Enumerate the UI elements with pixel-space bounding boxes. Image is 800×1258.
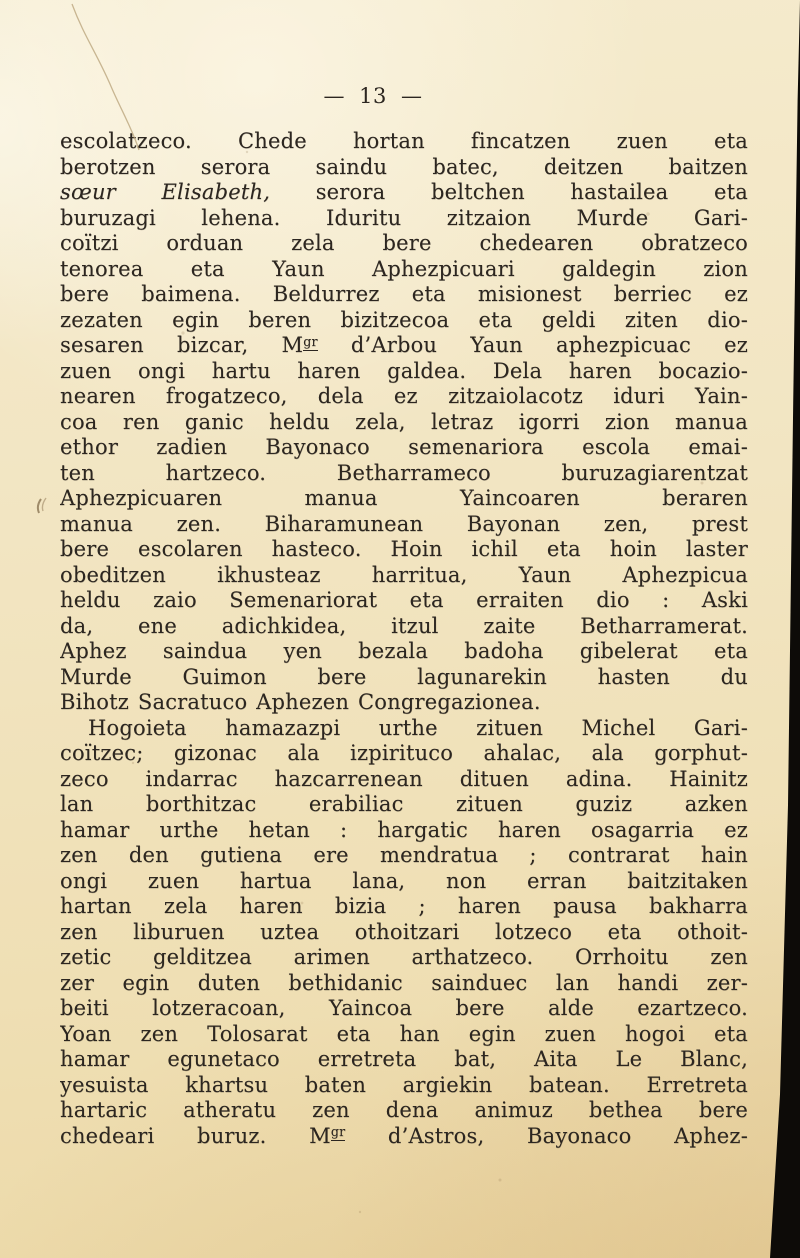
text-line: zuen ongi hartu haren galdea. Dela haren bocazio-: [60, 358, 748, 383]
superscript-abbreviation: gr: [330, 1124, 346, 1140]
text-line: ten hartzeco. Betharrameco buruzagiarentzat: [60, 460, 748, 485]
text-line: tenorea eta Yaun Aphezpicuari galdegin zion: [60, 256, 748, 281]
superscript-abbreviation: gr: [303, 333, 318, 349]
text-line: zetic gelditzea arimen arthatzeco. Orrhoitu zen: [60, 945, 748, 969]
text-line: Murde Guimon bere lagunarekin hasten du: [60, 664, 748, 689]
text-line: Aphez saindua yen bezala badoha gibelerat eta: [60, 639, 748, 663]
text-line: lan borthitzac erabiliac zituen guziz azken: [60, 792, 748, 816]
text-line: beiti lotzeracoan, Yaincoa bere alde ezartzeco.: [60, 996, 748, 1020]
italic-text: sœur Elisabeth,: [60, 180, 271, 204]
text-line: sesaren bizcar, $M^{gr}$ d’Arbou Yaun aphezpicuac ez: [60, 333, 748, 357]
text-line: hartaric atheratu zen dena animuz bethea bere: [60, 1098, 748, 1122]
text-line: zezaten egin beren bizitzecoa eta geldi ziten dio-: [60, 307, 748, 332]
text-line: hamar egunetaco erretreta bat, Aita Le Blanc,: [60, 1047, 748, 1071]
text-line: sœur Elisabeth, serora beltchen hastailea eta: [60, 180, 748, 204]
text-line: chedeari buruz. $M^{gr}$ d’Astros, Bayonaco Aphez-: [60, 1123, 748, 1148]
scan-background-edge: [760, 0, 800, 1258]
text-line: bere baimena. Beldurrez eta misionest berriec ez: [60, 282, 748, 306]
text-line: buruzagi lehena. Iduritu zitzaion Murde Gari-: [60, 205, 748, 230]
text-line: berotzen serora saindu batec, deitzen baitzen: [60, 154, 748, 179]
text-line: Hogoieta hamazazpi urthe zituen Michel Gari-: [88, 715, 748, 740]
paragraph: [60, 716, 748, 1150]
text-line: coïtzi orduan zela bere chedearen obratzeco: [60, 231, 748, 255]
text-line: zen den gutiena ere mendratua ; contrarat hain: [60, 843, 748, 867]
text-line: Yoan zen Tolosarat eta han egin zuen hogoi eta: [60, 1021, 748, 1046]
text-line: manua zen. Biharamunean Bayonan zen, prest: [60, 511, 748, 536]
paragraph: [60, 129, 748, 716]
text-line: coa ren ganic heldu zela, letraz igorri zion manua: [60, 409, 748, 434]
text-line: Bihotz Sacratuco Aphezen Congregazionea.: [60, 690, 541, 714]
text-line: coïtzec; gizonac ala izpirituco ahalac, ala gorphut-: [60, 741, 748, 765]
text-line: obeditzen ikhusteaz harritua, Yaun Aphezpicua: [60, 562, 748, 587]
text-line: heldu zaio Semenariorat eta erraiten dio : Aski: [60, 588, 748, 612]
text-line: bere escolaren hasteco. Hoin ichil eta hoin laster: [60, 537, 748, 561]
text-line: zen liburuen uztea othoitzari lotzeco eta othoit-: [60, 919, 748, 944]
text-block: [60, 129, 748, 1149]
text-line: escolatzeco. Chede hortan fincatzen zuen eta: [60, 129, 748, 153]
text-line: yesuista khartsu baten argiekin batean. Erretreta: [60, 1072, 748, 1097]
margin-mark: [38, 499, 41, 513]
text-line: ongi zuen hartua lana, non erran baitzitaken: [60, 868, 748, 893]
page-number: — 13 —: [323, 84, 423, 108]
text-line: da, ene adichkidea, itzul zaite Betharramerat.: [60, 613, 748, 638]
text-line: hartan zela haren bizia ; haren pausa bakharra: [60, 894, 748, 918]
margin-mark: [42, 498, 46, 511]
text-line: ethor zadien Bayonaco semenariora escola emai-: [60, 435, 748, 459]
text-line: zeco indarrac hazcarrenean dituen adina. Hainitz: [60, 766, 748, 791]
text-line: nearen frogatzeco, dela ez zitzaiolacotz iduri Yain-: [60, 384, 748, 408]
text-line: zer egin duten bethidanic sainduec lan handi zer-: [60, 970, 748, 995]
text-line: hamar urthe hetan : hargatic haren osagarria ez: [60, 817, 748, 842]
text-line: Aphezpicuaren manua Yaincoaren beraren: [60, 486, 748, 510]
